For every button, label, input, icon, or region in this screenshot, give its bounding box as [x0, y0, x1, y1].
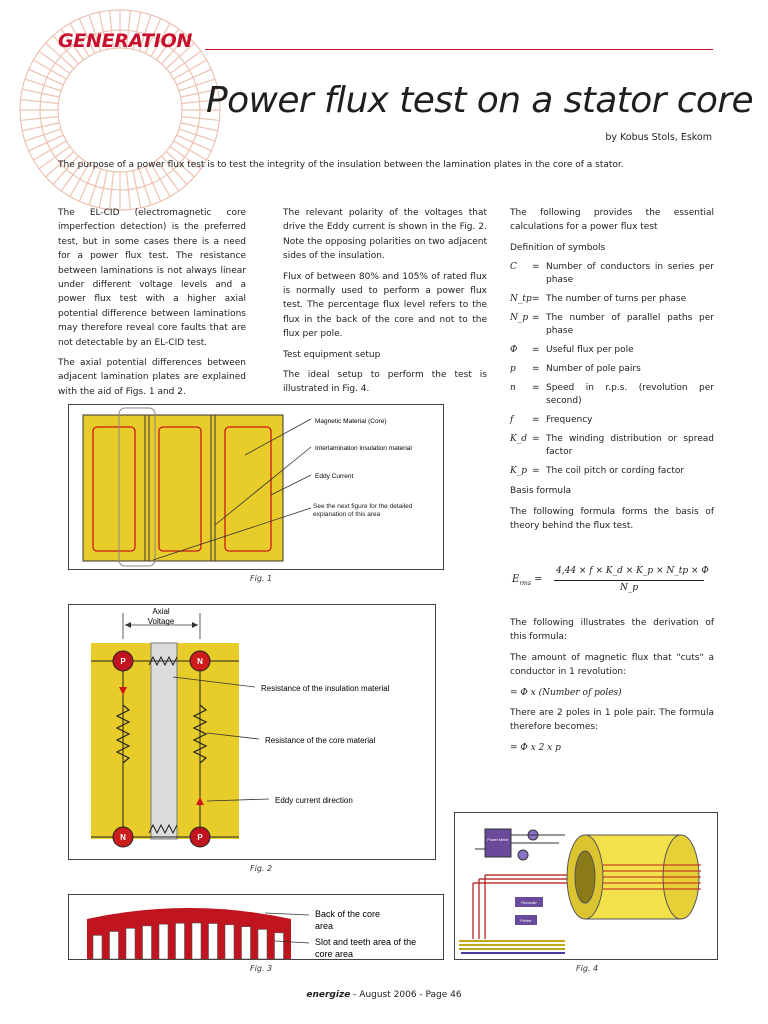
equals-sign: =	[532, 364, 540, 375]
power-meter-label: Power Meter	[487, 838, 509, 842]
intro-paragraph: The purpose of a power flux test is to test the integrity of the insulation between the lamination plates in the core of a stator.	[58, 160, 624, 170]
symbol-row	[510, 414, 714, 427]
svg-text:P: P	[120, 657, 126, 666]
symbol-definition: The winding distribution or spread factor	[546, 434, 714, 458]
symbol-glyph: K_d	[510, 434, 527, 445]
equals-sign: =	[532, 313, 540, 324]
printer-label: Printer	[520, 919, 532, 923]
symbol-glyph: K_p	[510, 466, 527, 477]
symbol-glyph: N_tp	[510, 294, 532, 305]
symbol-row	[510, 363, 714, 376]
symbol-definition: Speed in r.p.s. (revolution per second)	[546, 383, 714, 407]
svg-text:P: P	[197, 833, 203, 842]
equals-sign: =	[532, 345, 540, 356]
recorder-label: Recorder	[521, 901, 537, 905]
figure-3-diagram	[69, 895, 443, 959]
figure-4	[454, 812, 718, 960]
slot	[176, 923, 185, 959]
symbol-glyph: C	[510, 262, 517, 273]
slot	[93, 935, 102, 959]
slot	[126, 928, 135, 959]
symbol-row	[510, 312, 714, 338]
symbol-row	[510, 433, 714, 459]
slot	[110, 932, 119, 959]
fig4-caption: Fig. 4	[576, 964, 599, 973]
fig3-label-back-2: area	[315, 921, 334, 931]
fig3-caption: Fig. 3	[250, 964, 273, 973]
figure-2-diagram	[69, 605, 435, 859]
fig1-caption: Fig. 1	[250, 574, 273, 583]
formula-denominator: N_p	[620, 583, 639, 593]
column-1	[58, 206, 246, 405]
equals-sign: =	[532, 434, 540, 445]
symbol-glyph: Φ	[510, 345, 518, 356]
lamination-plate	[149, 415, 211, 561]
deriv-eq-1: = Φ x (Number of poles)	[510, 687, 622, 698]
formula-numerator: 4,44 × f × K_d × K_p × N_tp × Φ	[556, 566, 709, 576]
col3-para-1: The following provides the essential calculations for a power flux test	[510, 208, 714, 233]
col2-para-3: The ideal setup to perform the test is illustrated in Fig. 4.	[283, 370, 487, 395]
lamination-plate	[83, 415, 145, 561]
basis-heading: Basis formula	[510, 486, 572, 497]
footer-text: - August 2006 - Page 46	[350, 990, 462, 1000]
symbol-list	[510, 261, 714, 478]
equals-sign: =	[532, 466, 540, 477]
slot	[143, 926, 152, 959]
col1-para-1: The EL-CID (electromagnetic core imperfection detection) is the preferred test, but in some cases there is a need for a power flux test. The resistance between laminations is not always linear under different voltage levels and a power flux test with a higher axial potential difference between laminations may therefore reveal core faults that are not detectable by an EL-CID test.	[58, 208, 246, 348]
col2-heading: Test equipment setup	[283, 349, 381, 360]
symbol-glyph: p	[510, 364, 516, 375]
definitions-heading: Definition of symbols	[510, 242, 606, 253]
formula-fraction-bar	[554, 580, 704, 581]
derivation-block	[510, 616, 714, 761]
slot	[242, 927, 251, 959]
symbol-definition: The number of parallel paths per phase	[546, 313, 714, 337]
footer-brand: energize	[306, 990, 351, 1000]
slot	[159, 924, 168, 959]
fig1-label-insulation: Interlamination insulation material	[315, 445, 412, 452]
equals-sign: =	[532, 383, 540, 394]
symbol-definition: Number of conductors in series per phase	[546, 262, 714, 286]
symbol-definition: The number of turns per phase	[546, 294, 687, 305]
fig1-label-eddy: Eddy Current	[315, 473, 354, 480]
slot	[258, 929, 267, 959]
slot	[225, 925, 234, 959]
basis-text: The following formula forms the basis of theory behind the flux test.	[510, 506, 714, 532]
symbol-definition: Number of pole pairs	[546, 364, 641, 375]
col2-para-2: Flux of between 80% and 105% of rated flux is normally used to perform a power flux test. The percentage flux level refers to the flux in the back of the core and not to the flux per pole.	[283, 271, 487, 340]
symbol-row	[510, 293, 714, 306]
symbol-glyph: f	[510, 415, 514, 426]
symbol-row	[510, 465, 714, 478]
fig2-label-insulation: Resistance of the insulation material	[261, 684, 390, 693]
column-2	[283, 206, 487, 403]
symbol-definition: Useful flux per pole	[546, 345, 634, 356]
meter-circle	[518, 850, 528, 860]
page-footer	[0, 990, 768, 1000]
figure-3	[68, 894, 444, 960]
fig1-label-note-wrap	[313, 503, 441, 529]
symbol-glyph: N_p	[510, 313, 529, 324]
byline: by Kobus Stols, Eskom	[605, 132, 712, 143]
fig2-label-eddy: Eddy current direction	[275, 796, 353, 805]
symbol-row	[510, 382, 714, 408]
article-title: Power flux test on a stator core	[206, 80, 754, 121]
power-meter-box	[485, 829, 511, 857]
fig2-label-core: Resistance of the core material	[265, 736, 376, 745]
figure-4-diagram	[455, 813, 717, 959]
equals-sign: =	[532, 262, 540, 273]
svg-text:N: N	[120, 833, 126, 842]
col1-para-2: The axial potential differences between adjacent lamination plates are explained with the aid of Figs. 1 and 2.	[58, 358, 246, 397]
symbol-row	[510, 344, 714, 357]
symbol-definition: Frequency	[546, 415, 593, 426]
fig1-label-note: See the next figure for the detailed explanation of this area	[313, 503, 413, 518]
section-rule	[205, 49, 713, 50]
symbol-row	[510, 261, 714, 287]
slot	[192, 923, 201, 959]
voltage-label: Voltage	[147, 617, 175, 626]
slot	[275, 933, 284, 959]
fig2-caption: Fig. 2	[250, 864, 273, 873]
col2-para-1: The relevant polarity of the voltages that drive the Eddy current is shown in the Fig. 2. Note the opposing polarities on two adjacent sides of the insulation.	[283, 208, 487, 262]
symbol-glyph: n	[510, 383, 516, 394]
deriv-para-1: The following illustrates the derivation of this formula:	[510, 618, 714, 643]
equals-sign: =	[532, 294, 540, 305]
figure-1	[68, 404, 444, 570]
figure-2	[68, 604, 436, 860]
axial-label: Axial	[152, 607, 170, 616]
flux-formula	[512, 566, 712, 600]
insulation-strip	[151, 643, 177, 839]
fig3-label-slot-1: Slot and teeth area of the	[315, 937, 417, 947]
fig3-label-slot-2: core area	[315, 949, 354, 959]
deriv-para-3: There are 2 poles in 1 pole pair. The formula therefore becomes:	[510, 708, 714, 733]
formula-lhs: $E_{rms}$ =	[512, 574, 543, 587]
slot	[209, 924, 218, 959]
section-tag: GENERATION	[58, 30, 193, 52]
equals-sign: =	[532, 415, 540, 426]
deriv-para-2: The amount of magnetic flux that "cuts" a conductor in 1 revolution:	[510, 652, 714, 678]
fig1-label-core: Magnetic Material (Core)	[315, 418, 387, 425]
fig3-label-back-1: Back of the core	[315, 909, 381, 919]
column-3	[510, 206, 714, 539]
deriv-eq-2: = Φ x 2 x p	[510, 742, 561, 753]
figure-1-diagram	[69, 405, 443, 569]
svg-text:N: N	[197, 657, 203, 666]
symbol-definition: The coil pitch or cording factor	[546, 466, 685, 477]
